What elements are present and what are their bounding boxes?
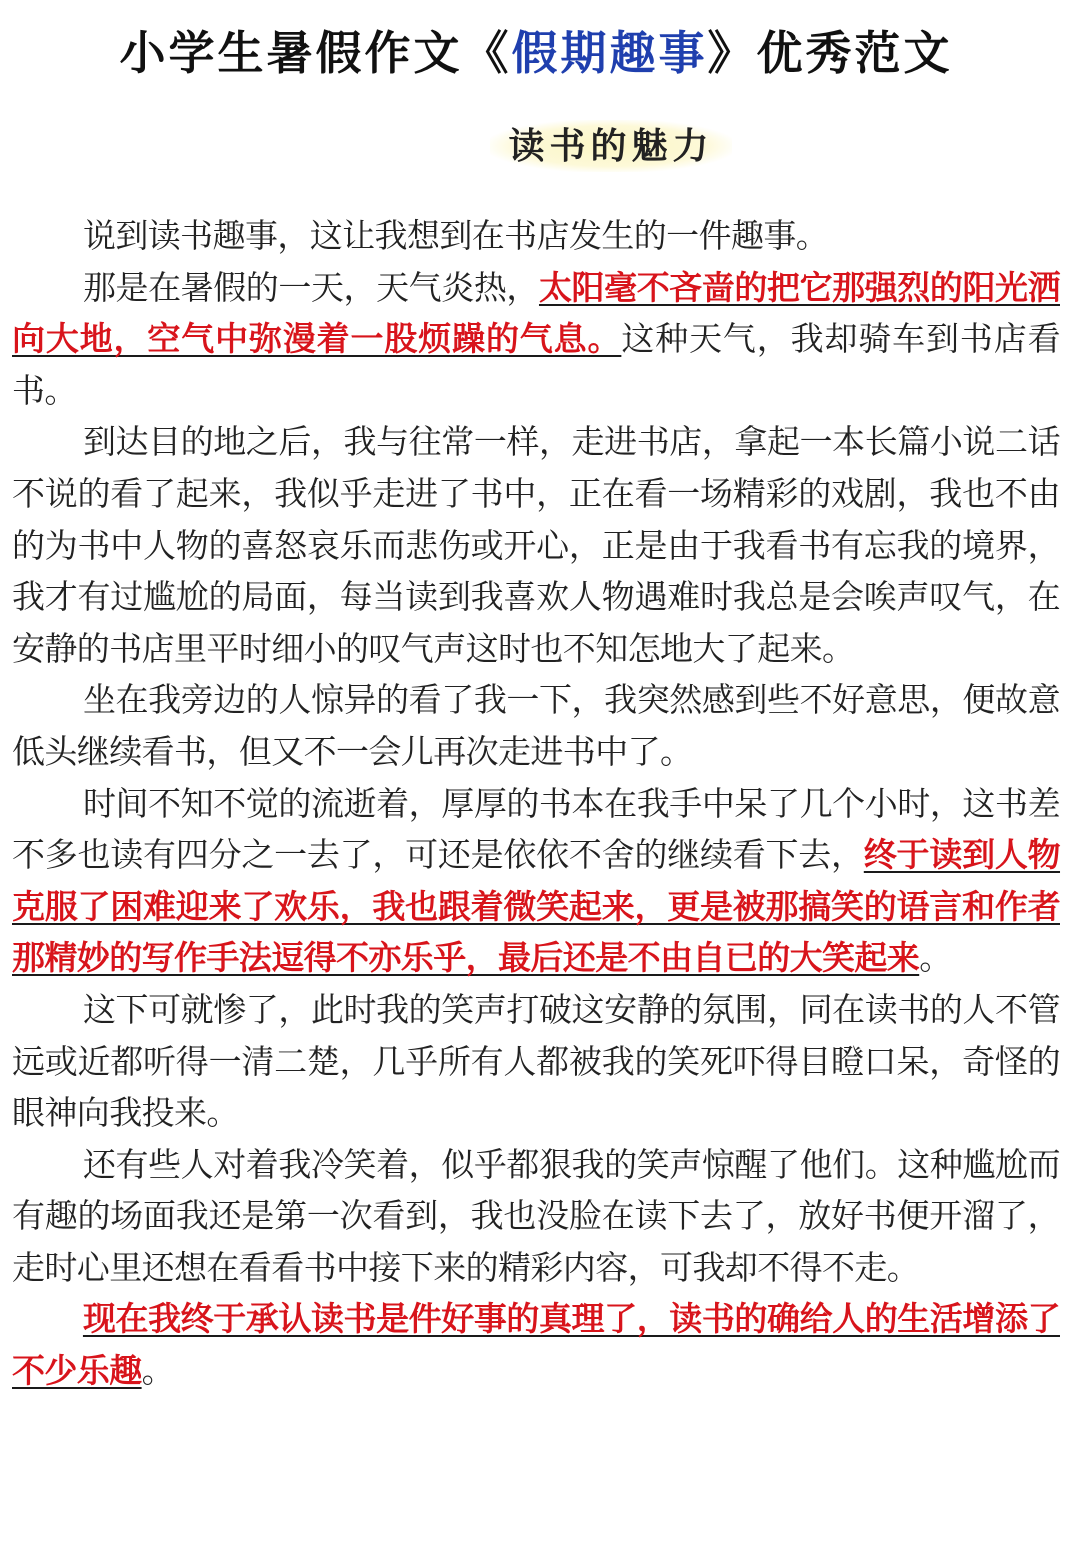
- paragraph-text: 这种天气，我却骑车到书店看书。: [12, 319, 1060, 410]
- highlighted-text: 太阳毫不吝啬的把它那强烈的阳光洒向大地，空气中弥漫着一股烦躁的气息。: [12, 267, 1060, 359]
- title-accent: 假期趣事: [511, 26, 708, 80]
- title-prefix: 小学生暑假作文《: [119, 26, 512, 80]
- paragraph-text: 。: [141, 1351, 175, 1391]
- title-suffix: 》优秀范文: [707, 26, 953, 80]
- essay-paragraph: [12, 262, 1060, 417]
- essay-paragraph: [12, 674, 1060, 777]
- essay-paragraph: [12, 984, 1060, 1139]
- highlighted-text: 现在我终于承认读书是件好事的真理了，读书的确给人的生活增添了不少乐趣: [12, 1299, 1060, 1391]
- paragraph-text: 还有些人对着我冷笑着，似乎都狠我的笑声惊醒了他们。这种尴尬而有趣的场面我还是第一次看到，我也没脸在读下去了，放好书便开溜了，走时心里还想在看看书中接下来的精彩内容，可我却不得不走。: [12, 1144, 1060, 1287]
- essay-title-block: [12, 120, 1060, 176]
- paragraph-text: 那是在暑假的一天，天气炎热，: [82, 267, 539, 307]
- essay-paragraph: [12, 416, 1060, 674]
- paragraph-text: 说到读书趣事，这让我想到在书店发生的一件趣事。: [82, 216, 829, 255]
- essay-paragraph: [12, 1293, 1060, 1396]
- page-title: [12, 0, 1060, 84]
- paragraph-text: 。: [919, 938, 952, 978]
- essay-title: 读书的魅力: [490, 120, 731, 172]
- essay-paragraph: [12, 210, 1060, 262]
- essay-body: [12, 210, 1060, 1397]
- paragraph-text: 坐在我旁边的人惊异的看了我一下，我突然感到些不好意思，便故意低头继续看书，但又不一会儿再次走进书中了。: [12, 680, 1060, 771]
- highlighted-text: 终于读到人物克服了困难迎来了欢乐，我也跟着微笑起来，更是被那搞笑的语言和作者那精妙的写作手法逗得不亦乐乎，最后还是不由自已的大笑起来: [12, 835, 1061, 978]
- paragraph-text: 时间不知不觉的流逝着，厚厚的书本在我手中呆了几个小时，这书差不多也读有四分之一去了，可还是依依不舍的继续看下去，: [12, 783, 1060, 875]
- essay-paragraph: [12, 778, 1060, 984]
- essay-paragraph: [12, 1139, 1060, 1294]
- paragraph-text: 到达目的地之后，我与往常一样，走进书店，拿起一本长篇小说二话不说的看了起来，我似乎走进了书中，正在看一场精彩的戏剧，我也不由的为书中人物的喜怒哀乐而悲伤或开心，正是由于我看书有忘我的境界，我才有过尴尬的局面，每当读到我喜欢人物遇难时我总是会唉声叹气，在安静的书店里平时细小的叹气声这时也不知怎地大了起来。: [12, 422, 1060, 668]
- paragraph-text: 这下可就惨了，此时我的笑声打破这安静的氛围，同在读书的人不管远或近都听得一清二楚，几乎所有人都被我的笑死吓得目瞪口呆，奇怪的眼神向我投来。: [12, 989, 1060, 1133]
